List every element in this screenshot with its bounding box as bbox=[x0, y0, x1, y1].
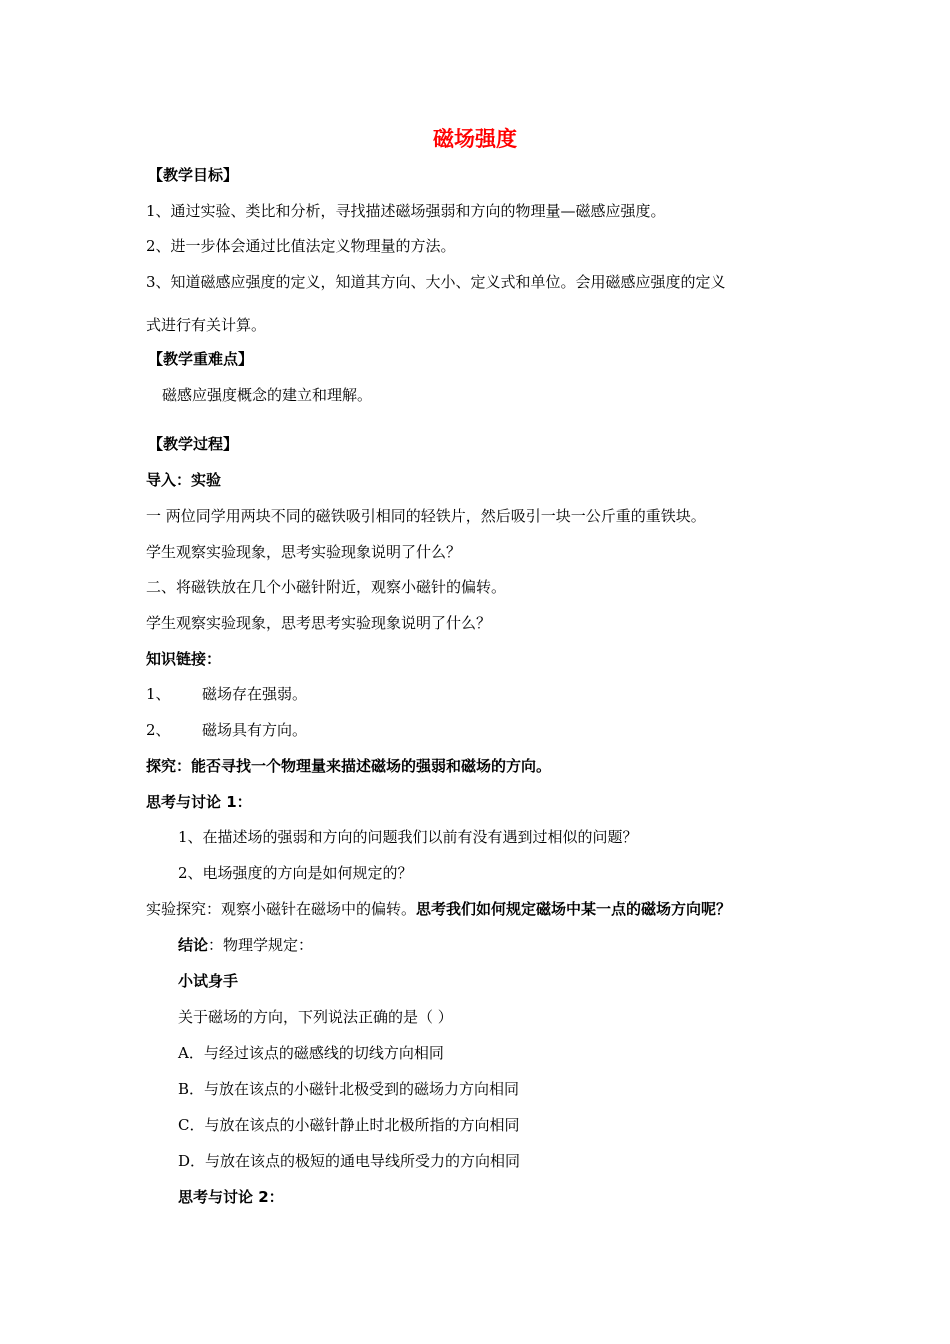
try-heading: 小试身手 bbox=[178, 972, 239, 990]
process-line: 学生观察实验现象，思考思考实验现象说明了什么？ bbox=[146, 614, 492, 632]
question-text: 关于磁场的方向，下列说法正确的是（ ） bbox=[178, 1008, 453, 1026]
key-points-heading: 【教学重难点】 bbox=[148, 350, 254, 368]
option-a: A．与经过该点的磁感线的切线方向相同 bbox=[178, 1044, 444, 1062]
option-d: D．与放在该点的极短的通电导线所受力的方向相同 bbox=[178, 1152, 521, 1170]
process-heading: 【教学过程】 bbox=[148, 435, 239, 453]
experiment-line bbox=[146, 899, 731, 919]
knowledge-item bbox=[146, 684, 307, 704]
conclusion-text: ：物理学规定： bbox=[208, 936, 314, 954]
knowledge-item-number: 2、 bbox=[146, 721, 171, 739]
document-title: 磁场强度 bbox=[433, 127, 517, 151]
knowledge-item-text: 磁场具有方向。 bbox=[202, 721, 308, 739]
objective-item: 3、知道磁感应强度的定义，知道其方向、大小、定义式和单位。会用磁感应强度的定义 bbox=[146, 273, 726, 291]
intro-heading: 导入：实验 bbox=[146, 471, 222, 489]
experiment-question: 思考我们如何规定磁场中某一点的磁场方向呢？ bbox=[416, 900, 732, 918]
explore-text: 探究：能否寻找一个物理量来描述磁场的强弱和磁场的方向。 bbox=[146, 757, 552, 775]
knowledge-item bbox=[146, 720, 307, 740]
conclusion-label: 结论 bbox=[178, 936, 209, 954]
option-b: B．与放在该点的小磁针北极受到的磁场力方向相同 bbox=[178, 1080, 520, 1098]
knowledge-item-number: 1、 bbox=[146, 685, 171, 703]
process-line: 一 两位同学用两块不同的磁铁吸引相同的轻铁片，然后吸引一块一公斤重的重铁块。 bbox=[146, 507, 706, 525]
option-c: C．与放在该点的小磁针静止时北极所指的方向相同 bbox=[178, 1116, 520, 1134]
knowledge-heading: 知识链接： bbox=[146, 650, 222, 668]
process-line: 学生观察实验现象，思考实验现象说明了什么？ bbox=[146, 543, 462, 561]
discussion1-item: 1、在描述场的强弱和方向的问题我们以前有没有遇到过相似的问题？ bbox=[178, 828, 638, 846]
discussion2-heading: 思考与讨论 2： bbox=[178, 1188, 284, 1206]
objective-item: 2、进一步体会通过比值法定义物理量的方法。 bbox=[146, 237, 456, 255]
objective-item: 1、通过实验、类比和分析，寻找描述磁场强弱和方向的物理量—磁感应强度。 bbox=[146, 202, 666, 220]
discussion1-item: 2、电场强度的方向是如何规定的？ bbox=[178, 864, 413, 882]
discussion1-heading: 思考与讨论 1： bbox=[146, 793, 252, 811]
key-points-text: 磁感应强度概念的建立和理解。 bbox=[162, 386, 373, 404]
process-line: 二、将磁铁放在几个小磁针附近，观察小磁针的偏转。 bbox=[146, 578, 507, 596]
objectives-heading: 【教学目标】 bbox=[148, 166, 239, 184]
experiment-text: 实验探究：观察小磁针在磁场中的偏转。 bbox=[146, 900, 417, 918]
conclusion-line bbox=[178, 935, 313, 955]
knowledge-item-text: 磁场存在强弱。 bbox=[202, 685, 308, 703]
objective-item: 式进行有关计算。 bbox=[146, 316, 267, 334]
